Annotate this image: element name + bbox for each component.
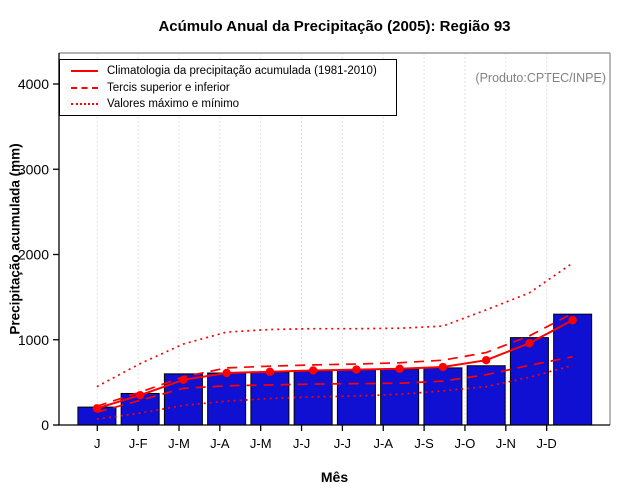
bar	[510, 338, 548, 425]
y-tick-label: 1000	[17, 331, 49, 348]
y-axis-label: Precipitação acumulada (mm)	[7, 143, 23, 335]
x-tick-label: J-J	[292, 436, 311, 451]
legend-item-max-min	[71, 98, 396, 110]
x-tick-label: J-S	[414, 436, 434, 451]
y-tick-label: 3000	[17, 161, 49, 178]
climatology-point	[266, 368, 274, 376]
legend-sample-dashed-line-icon	[71, 87, 98, 89]
legend-item-tercis	[71, 82, 396, 94]
x-tick-label: J-J	[333, 436, 352, 451]
x-tick-label: J-N	[495, 436, 516, 451]
bar	[424, 368, 462, 425]
legend-label: Valores máximo e mínimo	[107, 98, 240, 111]
x-tick-label: J-M	[168, 436, 190, 451]
legend-item-climatologia	[71, 65, 396, 77]
legend-box	[59, 59, 397, 116]
y-tick-label: 4000	[17, 76, 49, 92]
bar	[208, 373, 246, 425]
x-tick-label: J-A	[210, 436, 230, 451]
climatology-point	[179, 376, 187, 384]
legend-sample-dotted-line-icon	[71, 103, 98, 105]
climatology-point	[352, 365, 360, 373]
x-tick-label: J	[94, 436, 101, 451]
chart-title: Acúmulo Anual da Precipitação (2005): Região 93	[158, 18, 511, 35]
climatology-point	[525, 339, 533, 347]
x-tick-label: J-F	[128, 436, 148, 451]
y-tick-label: 2000	[17, 246, 49, 263]
climatology-point	[568, 316, 576, 324]
y-tick-label: 0	[41, 417, 49, 433]
climatology-point	[309, 366, 317, 374]
legend-label: Tercis superior e inferior	[107, 81, 230, 94]
x-tick-label: J-A	[373, 436, 393, 451]
x-axis-label: Mês	[320, 469, 349, 485]
climatology-point	[93, 404, 101, 412]
climatology-point	[395, 365, 403, 373]
bar	[554, 314, 592, 425]
bar	[337, 370, 375, 425]
x-tick-label: J-O	[454, 436, 476, 451]
bar	[381, 369, 419, 425]
climatology-point	[222, 369, 230, 377]
climatology-point	[439, 363, 447, 371]
legend-sample-solid-line-icon	[71, 70, 98, 72]
climatology-point	[482, 356, 490, 364]
x-tick-label: J-M	[249, 436, 272, 451]
legend-label: Climatologia da precipitação acumulada (1981-2010)	[107, 64, 377, 77]
x-tick-label: J-D	[536, 436, 557, 451]
climatology-point	[136, 391, 144, 399]
product-watermark: (Produto:CPTEC/INPE)	[475, 71, 606, 85]
